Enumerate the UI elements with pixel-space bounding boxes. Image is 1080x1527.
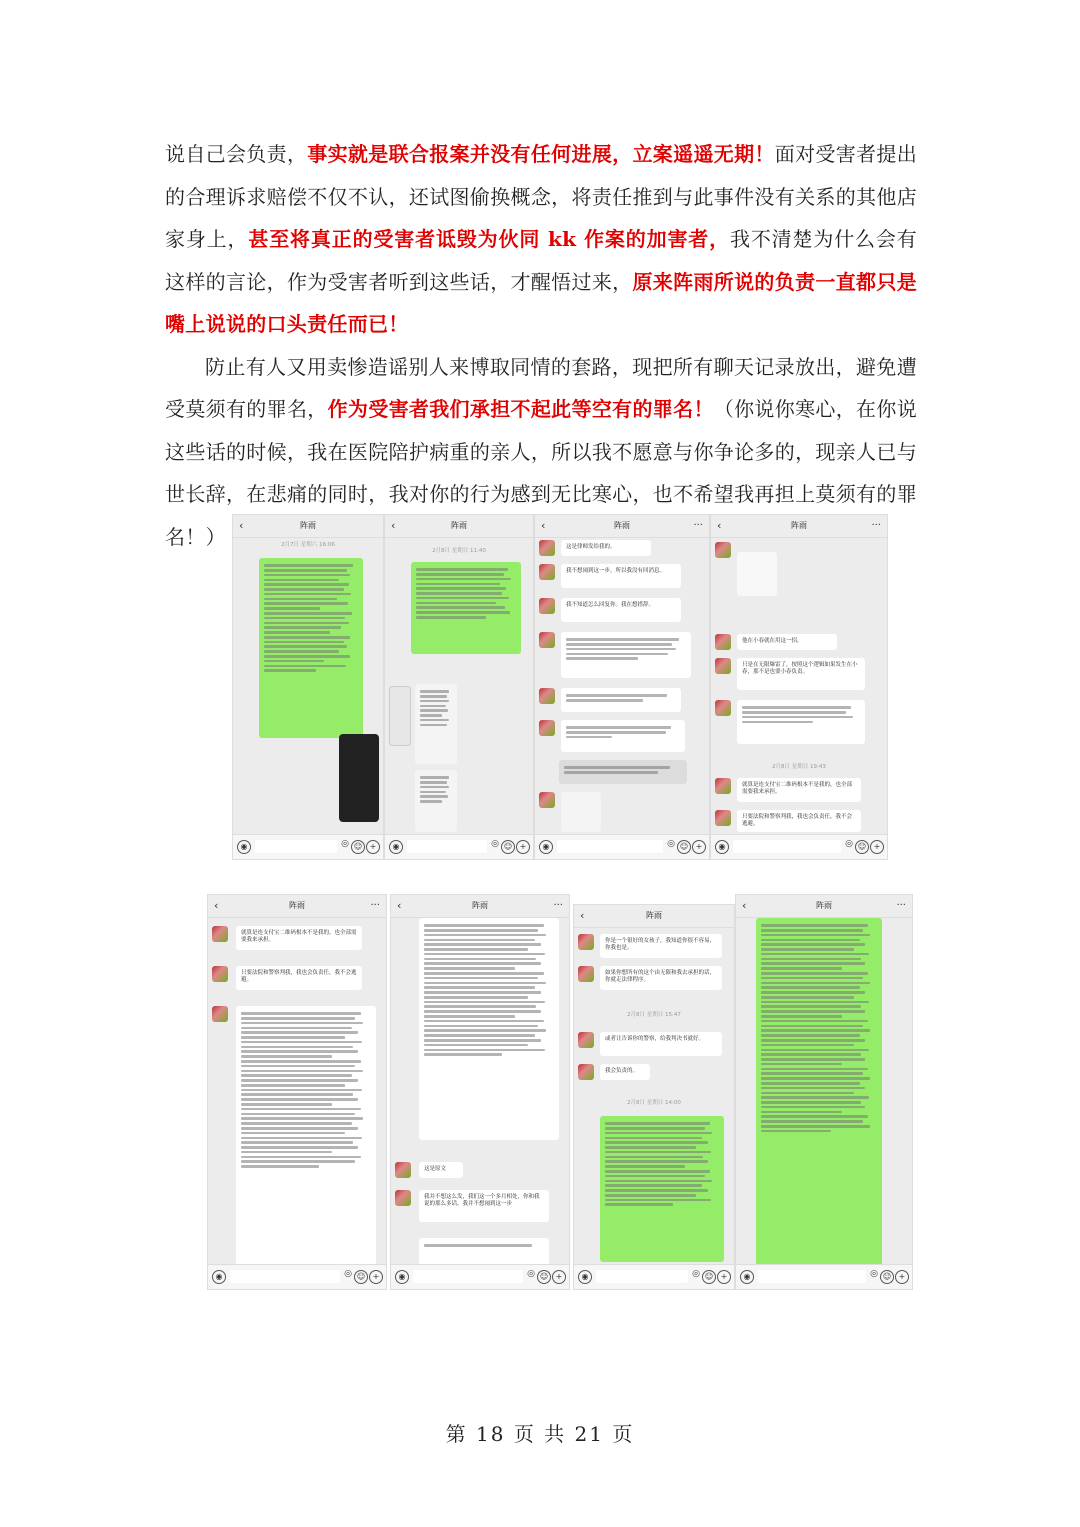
back-icon[interactable]: ‹ — [397, 899, 402, 912]
input-bar — [711, 834, 887, 859]
input-bar — [233, 834, 383, 859]
emoji-icon[interactable]: ☺ — [677, 840, 691, 854]
mic-icon[interactable]: ◎ — [491, 839, 499, 849]
chat-body — [574, 928, 734, 1265]
message-bubble: 或者让告诉你的警察，给我判决书就好。 — [600, 1032, 722, 1056]
timestamp: 2月8日 星期日 15:47 — [627, 1012, 681, 1018]
contact-name: 阵雨 — [289, 901, 305, 910]
contact-name: 阵雨 — [300, 521, 316, 530]
contact-name: 阵雨 — [646, 911, 662, 920]
chat-body — [736, 918, 912, 1265]
message-input[interactable] — [407, 840, 487, 853]
plus-icon[interactable]: + — [516, 840, 530, 854]
body-text — [165, 133, 917, 558]
message-bubble — [419, 918, 559, 1140]
avatar — [578, 966, 594, 982]
more-icon[interactable]: ··· — [553, 900, 563, 911]
more-icon[interactable]: ··· — [370, 900, 380, 911]
message-bubble: 就算是连支付宝二维码根本不是我的，也全部需要我来承担。 — [737, 778, 861, 802]
contact-name: 阵雨 — [472, 901, 488, 910]
avatar — [715, 542, 731, 558]
avatar — [539, 564, 555, 580]
file-message — [561, 792, 601, 832]
message-input[interactable] — [557, 840, 663, 853]
voice-icon[interactable]: ◉ — [212, 1270, 226, 1284]
message-bubble: 我会负责的。 — [600, 1064, 650, 1080]
input-bar — [385, 834, 533, 859]
contact-name: 阵雨 — [791, 521, 807, 530]
input-bar — [208, 1264, 386, 1289]
back-icon[interactable]: ‹ — [391, 519, 396, 532]
chat-screenshot — [710, 514, 888, 860]
avatar — [539, 792, 555, 808]
timestamp: 2月8日 星期日 19:43 — [772, 764, 826, 770]
chat-body — [385, 538, 533, 835]
mic-icon[interactable]: ◎ — [344, 1269, 352, 1279]
chat-body — [391, 918, 569, 1265]
plus-icon[interactable]: + — [895, 1270, 909, 1284]
message-input[interactable] — [733, 840, 841, 853]
avatar — [539, 720, 555, 736]
message-bubble: 他在小春就在用这一招。 — [737, 634, 837, 650]
more-icon[interactable]: ··· — [871, 520, 881, 531]
highlight-span: 原来阵雨所说的负责一直都只是嘴上说说的口头责任而已！ — [165, 269, 917, 336]
mic-icon[interactable]: ◎ — [527, 1269, 535, 1279]
voice-icon[interactable]: ◉ — [715, 840, 729, 854]
voice-icon[interactable]: ◉ — [237, 840, 251, 854]
avatar — [715, 810, 731, 826]
message-bubble — [236, 1006, 376, 1266]
chat-header — [711, 515, 887, 538]
message-bubble: 只是在无限爆雷了，按照这个逻辑如果发生在小春，那不是也要小春负责。 — [737, 658, 865, 690]
emoji-icon[interactable]: ☺ — [855, 840, 869, 854]
message-bubble: 我并不想这么发，我们这一个多月相处，你和我说的那么多话，我并不想闹到这一步 — [419, 1190, 549, 1222]
highlight-span: 事实就是联合报案并没有任何进展，立案遥遥无期！ — [307, 142, 775, 166]
message-input[interactable] — [596, 1270, 688, 1283]
chat-screenshot — [534, 514, 710, 860]
input-bar — [574, 1264, 734, 1289]
chat-body — [208, 918, 386, 1265]
emoji-icon[interactable]: ☺ — [537, 1270, 551, 1284]
contact-name: 阵雨 — [816, 901, 832, 910]
chat-screenshot — [573, 904, 735, 1290]
back-icon[interactable]: ‹ — [214, 899, 219, 912]
emoji-icon[interactable]: ☺ — [880, 1270, 894, 1284]
plus-icon[interactable]: + — [552, 1270, 566, 1284]
timestamp: 2月8日 星期日 14:00 — [627, 1100, 681, 1106]
back-icon[interactable]: ‹ — [239, 519, 244, 532]
message-bubble: 如果你想所有的这个由无限和我去承担的话，你就走法律程序。 — [600, 966, 722, 990]
text-span: 说自己会负责， — [165, 142, 308, 166]
voice-icon[interactable]: ◉ — [740, 1270, 754, 1284]
avatar — [395, 1162, 411, 1178]
timestamp: 2月7日 星期六 16:06 — [281, 542, 335, 548]
mic-icon[interactable]: ◎ — [870, 1269, 878, 1279]
voice-icon[interactable]: ◉ — [539, 840, 553, 854]
avatar — [395, 1190, 411, 1206]
back-icon[interactable]: ‹ — [717, 519, 722, 532]
input-bar — [736, 1264, 912, 1289]
chat-body — [711, 538, 887, 835]
plus-icon[interactable]: + — [369, 1270, 383, 1284]
avatar — [715, 778, 731, 794]
message-bubble — [600, 1116, 724, 1262]
avatar — [539, 598, 555, 614]
text-span: （你说你寒心，在你说这些话的时候，我在医院陪护病重的亲人，所以我不愿意与你争论多的，现亲人已与世长辞，在悲痛的同时，我对你的行为感到无比寒心，也不希望我再担上莫须有的罪名！） — [165, 397, 918, 549]
plus-icon[interactable]: + — [717, 1270, 731, 1284]
chat-screenshot — [390, 894, 570, 1290]
chat-screenshots-row-2 — [207, 894, 913, 1290]
chat-body — [535, 538, 709, 835]
highlight-span: 甚至将真正的受害者诋毁为伙同 kk 作案的加害者， — [248, 227, 730, 251]
mic-icon[interactable]: ◎ — [667, 839, 675, 849]
voice-icon[interactable]: ◉ — [395, 1270, 409, 1284]
input-bar — [391, 1264, 569, 1289]
contact-name: 阵雨 — [614, 521, 630, 530]
avatar — [539, 540, 555, 556]
calculator-image — [339, 734, 379, 822]
message-input[interactable] — [255, 840, 337, 853]
mic-icon[interactable]: ◎ — [845, 839, 853, 849]
avatar — [212, 966, 228, 982]
text-span: 我不清楚为什么会有这样的言论，作为受害者听到这些话，才醒悟过来， — [165, 227, 918, 294]
avatar — [715, 700, 731, 716]
avatar — [539, 632, 555, 648]
document-thumbnail — [389, 686, 411, 746]
message-bubble: 就算是连支付宝二维码根本不是我的，也全部需要我来承担。 — [236, 926, 362, 950]
plus-icon[interactable]: + — [870, 840, 884, 854]
back-icon[interactable]: ‹ — [742, 899, 747, 912]
plus-icon[interactable]: + — [692, 840, 706, 854]
emoji-icon[interactable]: ☺ — [354, 1270, 368, 1284]
back-icon[interactable]: ‹ — [580, 909, 585, 922]
message-bubble — [756, 918, 882, 1266]
more-icon[interactable]: ··· — [693, 520, 703, 531]
avatar — [715, 658, 731, 674]
voice-icon[interactable]: ◉ — [578, 1270, 592, 1284]
text-span: 面对受害者提出的合理诉求赔偿不仅不认，还试图偷换概念，将责任推到与此事件没有关系的其他店家身上， — [165, 142, 917, 251]
back-icon[interactable]: ‹ — [541, 519, 546, 532]
chat-screenshot — [735, 894, 913, 1290]
message-bubble: 只要法院和警察判我，我也会负责任，我不会逃避。 — [737, 810, 861, 832]
message-input[interactable] — [413, 1270, 523, 1283]
avatar — [578, 1064, 594, 1080]
chat-body — [233, 538, 383, 835]
chat-header — [574, 905, 734, 928]
message-bubble: 我不知道怎么回复你。我在想措辞。 — [561, 598, 681, 622]
emoji-icon[interactable]: ☺ — [702, 1270, 716, 1284]
avatar — [715, 634, 731, 650]
message-input[interactable] — [230, 1270, 340, 1283]
message-bubble — [737, 700, 865, 744]
input-bar — [535, 834, 709, 859]
plus-icon[interactable]: + — [366, 840, 380, 854]
avatar — [578, 1032, 594, 1048]
message-bubble — [411, 562, 521, 654]
timestamp: 2月8日 星期日 11:40 — [432, 548, 486, 554]
emoji-icon[interactable]: ☺ — [351, 840, 365, 854]
message-bubble: 你是一个很好的女孩子，我知道你很不容易，你我也是。 — [600, 934, 722, 958]
chat-header — [385, 515, 533, 538]
page-footer: 第 18 页 共 21 页 — [445, 1422, 635, 1446]
quoted-message — [559, 760, 687, 784]
chat-header — [391, 895, 569, 918]
message-bubble — [561, 688, 681, 712]
message-bubble — [561, 632, 691, 678]
paragraph-1 — [165, 133, 917, 346]
avatar — [539, 688, 555, 704]
avatar — [212, 1006, 228, 1022]
document-image — [415, 684, 457, 764]
message-bubble: 这是原文 — [419, 1162, 463, 1178]
chat-screenshot — [232, 514, 384, 860]
contact-name: 阵雨 — [451, 521, 467, 530]
text-span: 防止有人又用卖惨造谣别人来博取同情的套路，现把所有聊天记录放出，避免遭受莫须有的罪名， — [165, 354, 917, 421]
chat-header — [736, 895, 912, 918]
emoji-icon[interactable]: ☺ — [501, 840, 515, 854]
message-bubble — [561, 720, 685, 752]
message-input[interactable] — [758, 1270, 866, 1283]
chat-screenshot — [384, 514, 534, 860]
avatar — [212, 926, 228, 942]
avatar — [578, 934, 594, 950]
chat-header — [233, 515, 383, 538]
message-bubble — [259, 558, 363, 738]
chat-screenshot — [207, 894, 387, 1290]
mic-icon[interactable]: ◎ — [692, 1269, 700, 1279]
highlight-span: 作为受害者我们承担不起此等空有的罪名！ — [327, 397, 714, 421]
image-message — [737, 552, 777, 596]
document-image — [415, 770, 457, 832]
message-bubble: 我不想闹到这一步。所以我没有回消息。 — [561, 564, 681, 588]
voice-icon[interactable]: ◉ — [389, 840, 403, 854]
message-bubble: 只要法院和警察判我，我也会负责任，我不会逃避。 — [236, 966, 362, 990]
chat-header — [535, 515, 709, 538]
more-icon[interactable]: ··· — [896, 900, 906, 911]
chat-screenshots-row-1 — [232, 514, 888, 860]
mic-icon[interactable]: ◎ — [341, 839, 349, 849]
chat-header — [208, 895, 386, 918]
message-bubble: 这是律师发给我的。 — [561, 540, 651, 556]
